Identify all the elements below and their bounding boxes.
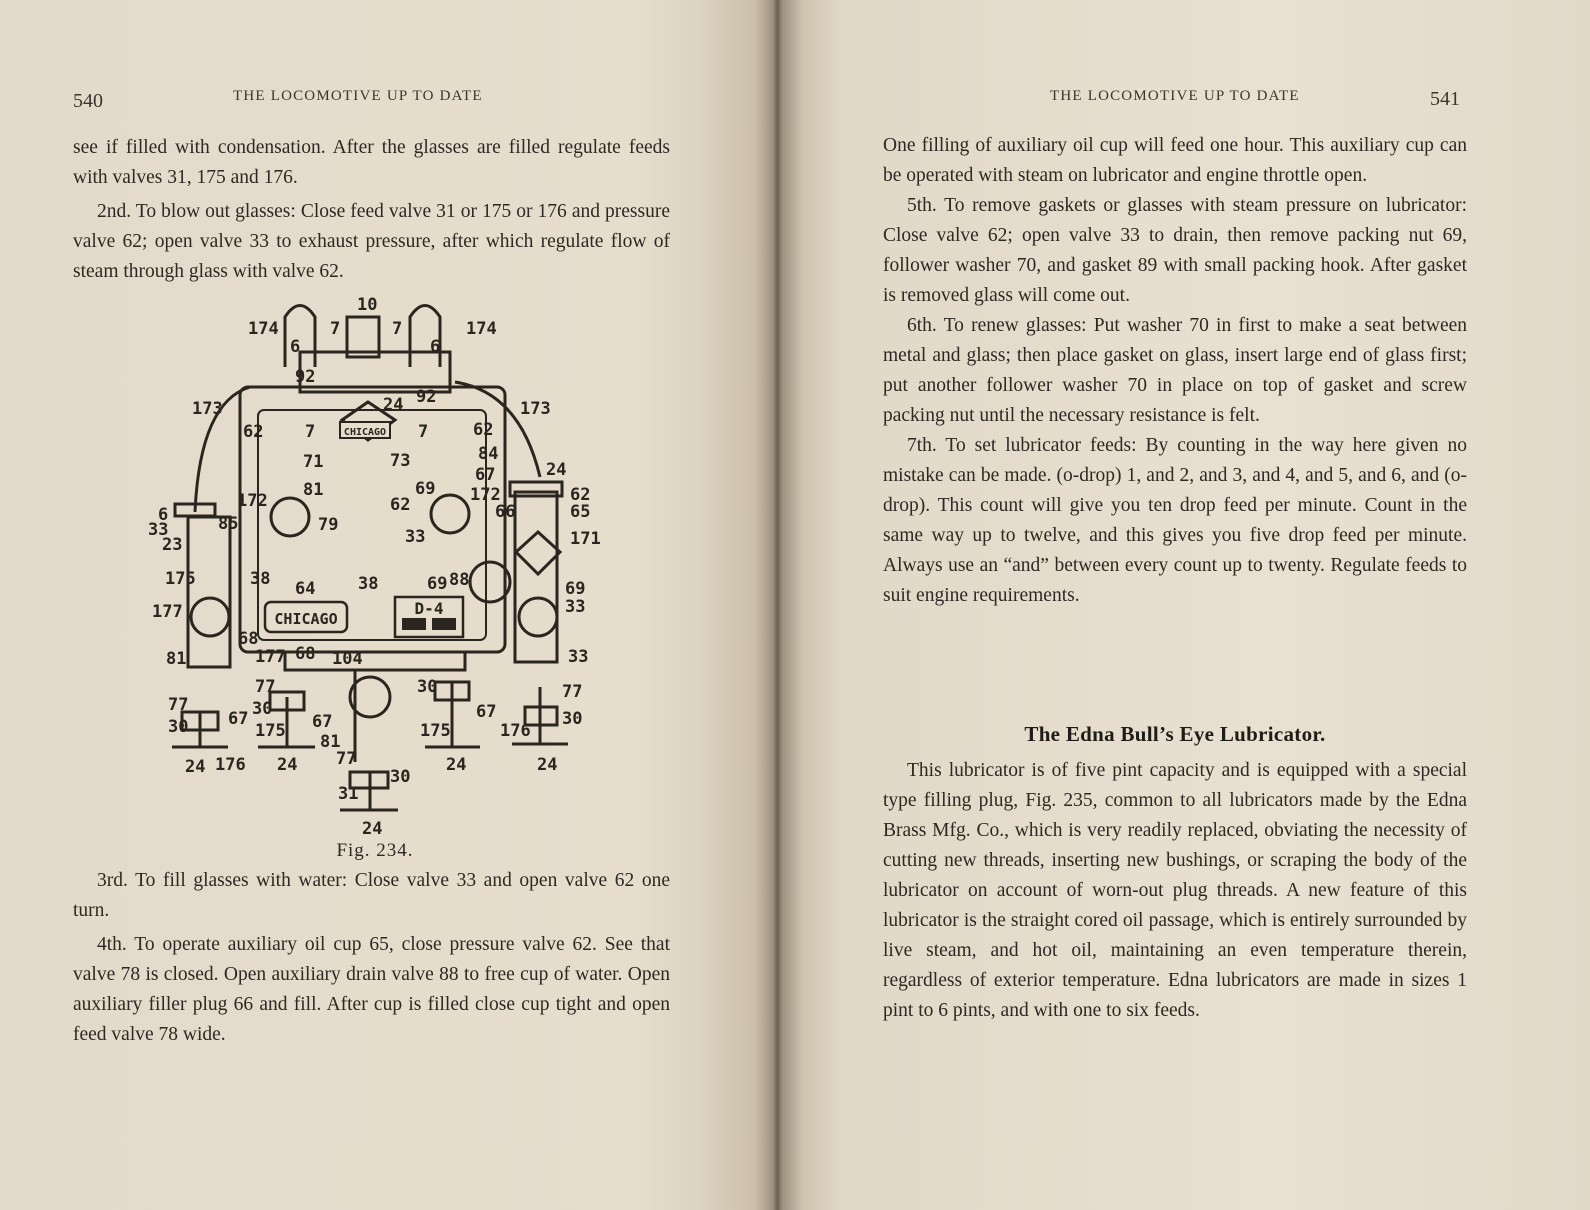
callout-number: 66 — [495, 502, 516, 522]
plate-block — [432, 618, 456, 630]
callout-number: 174 — [466, 319, 497, 339]
page-number: 541 — [1430, 88, 1460, 110]
callout-number: 33 — [405, 527, 426, 547]
callout-number: 177 — [152, 602, 183, 622]
callout-number: 67 — [475, 465, 496, 485]
callout-number: 175 — [255, 721, 286, 741]
callout-number: 67 — [312, 712, 333, 732]
running-head: THE LOCOMOTIVE UP TO DATE — [233, 88, 483, 104]
callout-number: 85 — [218, 514, 239, 534]
callout-number: 30 — [562, 709, 583, 729]
plate-block — [402, 618, 426, 630]
callout-number: 64 — [295, 579, 316, 599]
callout-number: 92 — [295, 367, 316, 387]
callout-number: 81 — [303, 480, 324, 500]
right-page — [785, 0, 1590, 1210]
callout-number: 23 — [162, 535, 183, 555]
callout-number: 175 — [165, 569, 196, 589]
callout-number: 171 — [570, 529, 601, 549]
callout-number: 7 — [418, 422, 429, 442]
callout-number: 30 — [417, 677, 438, 697]
callout-number: 30 — [252, 699, 273, 719]
callout-number: 33 — [568, 647, 589, 667]
left-glass-column — [188, 517, 230, 667]
callout-number: 92 — [416, 387, 437, 407]
left-sight-glass — [191, 598, 229, 636]
callout-number: 69 — [565, 579, 586, 599]
body-text — [883, 131, 1467, 611]
paragraph: One filling of auxiliary oil cup will feed one hour. This auxiliary cup can be operated with steam on lubricator and engine throttle open. — [883, 135, 1467, 186]
callout-number: 24 — [537, 755, 558, 775]
paragraph: 5th. To remove gaskets or glasses with steam pressure on lubricator: Close valve 62; open valve 33 to drain, then remove packing nut 69, follower washer 70, and gasket 89 with small packing hook. After gasket is removed glass will come out. — [883, 195, 1467, 306]
callout-number: 172 — [237, 491, 268, 511]
callout-number: 24 — [383, 395, 404, 415]
callout-number: 77 — [336, 749, 357, 769]
valve-cap — [510, 482, 562, 496]
callout-number: 7 — [305, 422, 316, 442]
callout-number: 73 — [390, 451, 411, 471]
callout-number: 31 — [338, 784, 359, 804]
paragraph: 6th. To renew glasses: Put washer 70 in first to make a seat between metal and glass; then place gasket on glass, insert large end of glass first; put another follower washer 70 in place on top of gasket and screw packing nut until the necessary resistance is felt. — [883, 315, 1467, 426]
callout-number: 62 — [570, 485, 591, 505]
callout-number: 24 — [446, 755, 467, 775]
callout-number: 71 — [303, 452, 324, 472]
callout-number: 6 — [430, 337, 441, 357]
callout-number: 24 — [362, 819, 383, 839]
callout-number: 177 — [255, 647, 286, 667]
callout-number: 33 — [148, 520, 169, 540]
paragraph: This lubricator is of five pint capacity and is equipped with a special type filling plug, Fig. 235, common to all lubricators made by the Edna Brass Mfg. Co., which is very readily replaced, obviating the necessity of cutting new threads, inserting new bushings, or scraping the body of the lubricator on account of worn-out plug threads. A new feature of this lubricator is the straight cored oil passage, which is entirely surrounded by live steam, and hot oil, maintaining an even temperature therein, regardless of exterior temperature. Edna lubricators are made in sizes 1 pint to 6 pints, and with one to six feeds. — [883, 760, 1467, 1021]
callout-number: 24 — [277, 755, 298, 775]
running-head: THE LOCOMOTIVE UP TO DATE — [1050, 88, 1300, 104]
callout-number: 6 — [290, 337, 301, 357]
callout-number: 79 — [318, 515, 339, 535]
callout-number: 88 — [449, 570, 470, 590]
callout-number: 69 — [427, 574, 448, 594]
body-text-bottom — [73, 866, 670, 1050]
callout-number: 67 — [228, 709, 249, 729]
callout-number: 77 — [562, 682, 583, 702]
callout-number: 65 — [570, 502, 591, 522]
paragraph: 4th. To operate auxiliary oil cup 65, close pressure valve 62. See that valve 78 is closed. Open auxiliary drain valve 88 to free cup of water. Open auxiliary filler plug 66 and fill. After cup is filled close cup tight and open feed valve 78 wide. — [73, 934, 670, 1045]
model-plate-text: D-4 — [414, 599, 444, 618]
callout-number: 7 — [330, 319, 341, 339]
paragraph: 7th. To set lubricator feeds: By counting in the way here given no mistake can be made. (o-drop) 1, and 2, and 3, and 4, and 5, and 6, and (o-drop). This count will give you ten drop feed per minute. Count in the same way up to twelve, and this gives you five drop feed per minute. Always use an “and” between every count up to twenty. Regulate feeds to suit engine requirements. — [883, 435, 1467, 606]
callout-number: 174 — [248, 319, 279, 339]
lubricator-figure — [140, 292, 610, 852]
callout-number: 10 — [357, 295, 378, 315]
callout-number: 68 — [238, 629, 259, 649]
section-heading: The Edna Bull’s Eye Lubricator. — [1024, 722, 1326, 746]
callout-number: 77 — [168, 695, 189, 715]
callout-number: 62 — [243, 422, 264, 442]
callout-number: 62 — [473, 420, 494, 440]
callout-number: 30 — [168, 717, 189, 737]
callout-number: 24 — [185, 757, 206, 777]
body-text-top — [73, 133, 670, 287]
callout-number: 77 — [255, 677, 276, 697]
page-number: 540 — [73, 90, 103, 112]
callout-number: 7 — [392, 319, 403, 339]
paragraph: see if filled with condensation. After the glasses are filled regulate feeds with valves 31, 175 and 176. — [73, 137, 670, 188]
callout-number: 172 — [470, 485, 501, 505]
nameplate-text: CHICAGO — [274, 610, 338, 628]
right-sight-glass — [519, 598, 557, 636]
callout-number: 6 — [158, 505, 169, 525]
callout-number: 175 — [420, 721, 451, 741]
callout-number: 67 — [476, 702, 497, 722]
callout-number: 62 — [390, 495, 411, 515]
callout-number: 30 — [390, 767, 411, 787]
callout-number: 176 — [500, 721, 531, 741]
callout-number: 81 — [166, 649, 187, 669]
figure-caption: Fig. 234. — [336, 840, 414, 861]
left-page — [0, 0, 760, 1210]
section-body — [883, 756, 1467, 1026]
callout-number: 69 — [415, 479, 436, 499]
paragraph: 2nd. To blow out glasses: Close feed valve 31 or 175 or 176 and pressure valve 62; open valve 33 to exhaust pressure, after which regulate flow of steam through glass with valve 62. — [73, 201, 670, 282]
callout-number: 24 — [546, 460, 567, 480]
callout-number: 176 — [215, 755, 246, 775]
callout-number: 68 — [295, 644, 316, 664]
small-plate-text: CHICAGO — [343, 427, 387, 438]
right-handwheel — [516, 532, 560, 574]
callout-number: 81 — [320, 732, 341, 752]
callout-number: 38 — [358, 574, 379, 594]
callout-number: 33 — [565, 597, 586, 617]
callout-number: 104 — [332, 649, 363, 669]
callout-number: 173 — [520, 399, 551, 419]
callout-number: 173 — [192, 399, 223, 419]
callout-number: 84 — [478, 444, 499, 464]
center-right-sight-glass — [431, 495, 469, 533]
paragraph: 3rd. To fill glasses with water: Close valve 33 and open valve 62 one turn. — [73, 870, 670, 921]
center-left-sight-glass — [271, 498, 309, 536]
callout-number: 38 — [250, 569, 271, 589]
lubricator-diagram — [140, 292, 610, 852]
